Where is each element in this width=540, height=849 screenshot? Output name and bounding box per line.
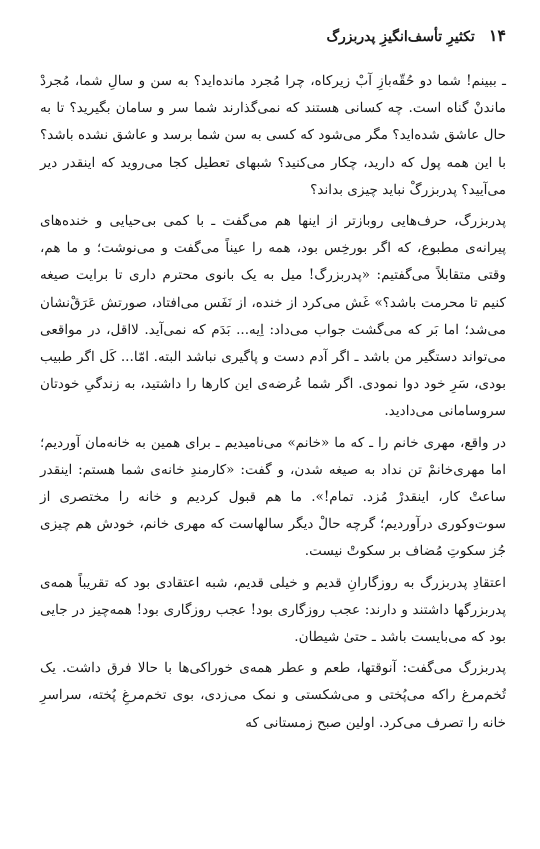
- paragraph-3: در واقع، مهری خانم را ـ که ما «خانم» می‌نامیدیم ـ برای همین به خانه‌مان آوردیم؛ اما مهری‌خانمْ تن نداد به صیغه شدن، و گفت: «کارمندِ خانه‌ی شما هستم: اینقدر ساعتْ کار، اینقدرْ مُزد. تمام!». ما هم قبول کردیم و خانه را مختصری از سوت‌وکوری درآوردیم؛ گرچه حالْ دیگر سالهاست که مهری خانم، خودش هم چیزی جُز سکوتِ مُضاف بر سکوتْ نیست.: [40, 434, 506, 560]
- paragraph-4: اعتقادِ پدربزرگ به روزگارانِ قدیم و خیلی قدیم، شبه اعتقادی بود که تقریباً همه‌ی پدربزرگها داشتند و دارند: عجب روزگاری بود! عجب روزگاری بود! همه‌چیز در جایی بود که می‌بایست باشد ـ حتیٰ شیطان.: [40, 574, 506, 646]
- page-number: ۱۴: [488, 26, 506, 45]
- paragraph-1: ـ ببینم! شما دو حُقّه‌بازِ آبْ زیرکاه، چرا مُجرد مانده‌اید؟ به سن و سالِ شما، مُجردْ ماندنْ گناه است. چه کسانی هستند که نمی‌گذارند شما سر و سامان بگیرید؟ تا به حال عاشق شده‌اید؟ مگر می‌شود که کسی به سن شما برسد و عاشق نشده باشد؟ با این همه پول که دارید، چکار می‌کنید؟ شبهای تعطیل کجا می‌روید که اینقدر دیر می‌آیید؟ پدربزرگْ نباید چیزی بداند؟: [40, 73, 506, 198]
- page-header: [40, 26, 506, 54]
- paragraph-2: پدربزرگ، حرف‌هایی روبازتر از اینها هم می‌گفت ـ با کمی بی‌حیایی و خنده‌های پیرانه‌ی مطبوع، که اگر بورخِس بود، همه را عیناً می‌گفت و می‌نوشت؛ و ما هم، وقتی متقابلاً می‌گفتیم: «پدربزرگ! میل به یک بانوی محترم داری تا برایت صیغه کنیم تا محرمت باشد؟» غَش می‌کرد از خنده، از نَفَس می‌افتاد، صورتش عَرَقْ‌نشان می‌شد؛ اما بَر که می‌گشت جواب می‌داد: اِیه... بَدَم که نمی‌آید. لااقل، در مواقعی می‌تواند دستگیر من باشد ـ اگر آدم دست و پاگیری نباشد البته. امّا... کَل اگر طبیب بودی، سَرِ خود دوا نمودی. اگر شما عُرضه‌ی این کارها را داشتید، به زندگیِ خودتان سروسامانی می‌دادید.: [40, 213, 506, 420]
- running-title: تکثیرِ تأسف‌انگیزِ پدربزرگ: [326, 29, 475, 45]
- book-page: [40, 26, 506, 737]
- paragraph-5: پدربزرگ می‌گفت: آنوقتها، طعم و عطر همه‌ی خوراکی‌ها با حالا فرق داشت. یک تُخم‌مرغ راکه می‌پُختی و می‌شکستی و نمک می‌زدی، بوی تخم‌مرغِ پُخته، سراسرِ خانه را تصرف می‌کرد. اولین صبح زمستانی که: [40, 660, 506, 731]
